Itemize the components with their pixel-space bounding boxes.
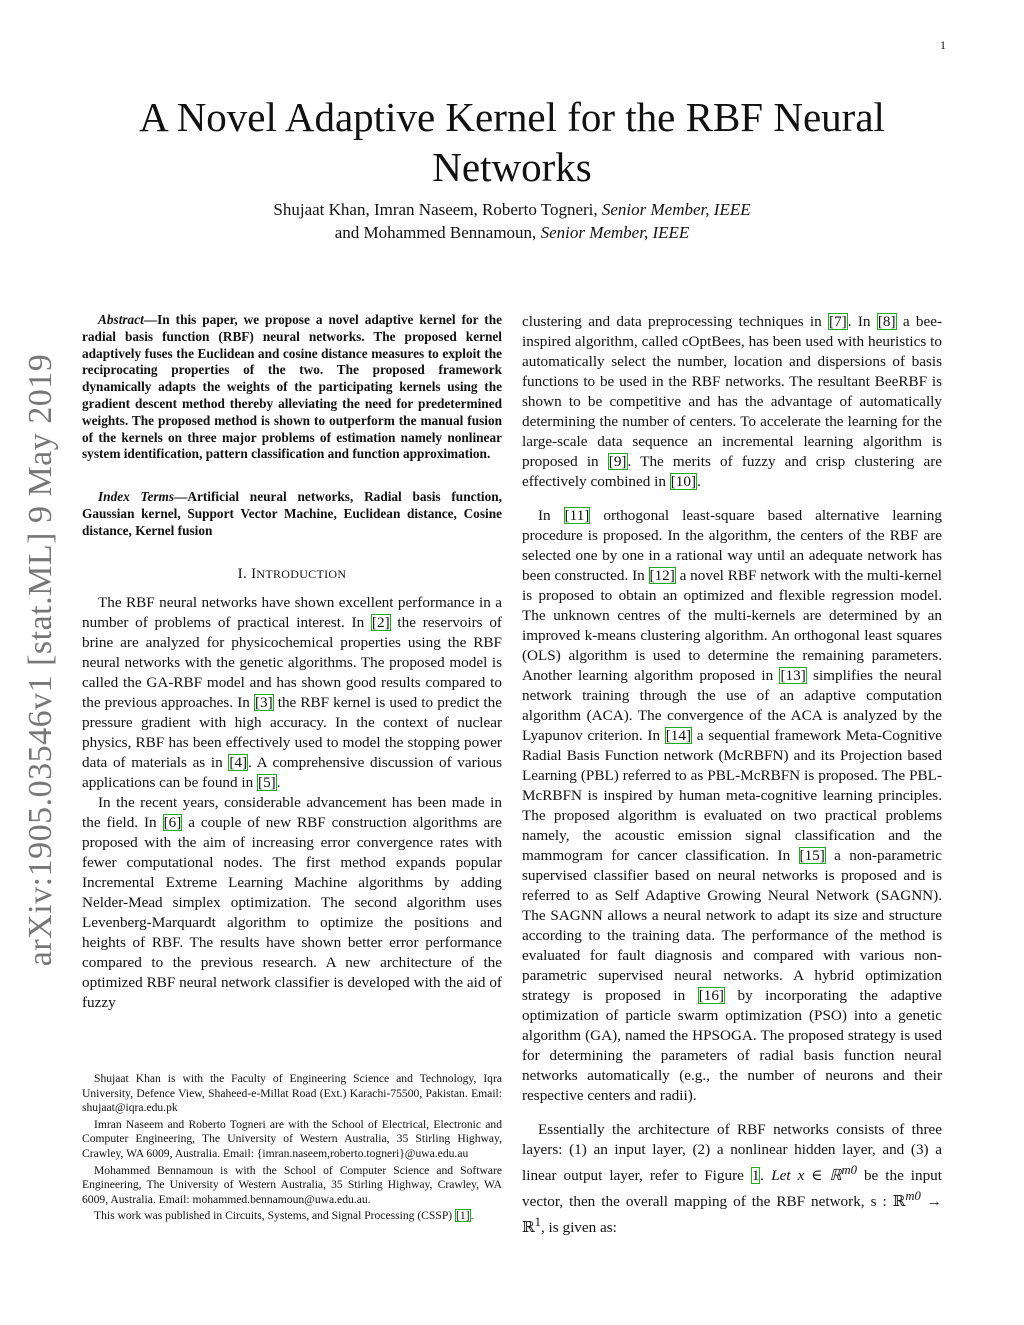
text-run: → ℝ: [522, 1193, 942, 1237]
footnotes: [82, 1072, 502, 1226]
citation-link[interactable]: [2]: [371, 613, 390, 631]
abstract-lead: Abstract: [98, 312, 144, 327]
text-run: simplifies the neural network training through the use of an adaptive computation algorithm (ACA). The convergence of the ACA is analyzed by the Lyapunov criterion. In: [522, 667, 942, 744]
text-run: The RBF neural networks have shown excellent performance in a number of problems of practical interest. In: [82, 593, 502, 631]
footnote-4: [82, 1209, 502, 1224]
intro-paragraph-2: [82, 793, 502, 1013]
citation-link[interactable]: [3]: [254, 693, 273, 711]
footnote-4-text: This work was published in Circuits, Systems, and Signal Processing (CSSP): [94, 1209, 456, 1223]
footnote-4-end: .: [470, 1209, 474, 1223]
figure-link[interactable]: 1: [751, 1167, 760, 1185]
text-run: a bee-inspired algorithm, called cOptBees, has been used with heuristics to automatically select the number, location and dispersions of basis functions to be used in the RBF networks. The resultant BeeRBF is shown to be competitive and has the advantage of automatically determining the number of centers. To accelerate the learning for the large-scale data sequence an incremental learning algorithm is proposed in: [522, 313, 943, 470]
text-run: clustering and data preprocessing techniques in: [522, 313, 829, 330]
page-number: 1: [940, 38, 946, 52]
section-heading-introduction: [82, 566, 502, 583]
right-paragraph-2: [522, 506, 942, 1106]
index-terms-lead: Index Terms: [98, 489, 175, 505]
footnote-3: Mohammed Bennamoun is with the School of Computer Science and Software Engineering, The University of Western Australia, 35 Stirling Highway, Crawley, WA 6009, Australia. Email: mohammed.bennamoun@uwa.edu.au.: [82, 1163, 502, 1206]
citation-link[interactable]: [10]: [670, 473, 697, 490]
index-terms-text: —Artificial neural networks, Radial basis function, Gaussian kernel, Support Vector Machine, Euclidean distance, Cosine distance, Kernel fusion: [82, 489, 502, 538]
citation-link[interactable]: [6]: [163, 813, 182, 831]
index-terms: [82, 489, 502, 539]
math-superscript: m0: [841, 1163, 857, 1177]
section-initial: I: [251, 565, 257, 582]
citation-link[interactable]: [13]: [780, 667, 806, 684]
text-run: , is given as:: [540, 1219, 617, 1237]
section-rest: NTRODUCTION: [256, 566, 347, 581]
citation-link[interactable]: [4]: [229, 753, 248, 771]
text-run: In the recent years, considerable advancement has been made in the field. In: [82, 793, 502, 831]
citation-link[interactable]: [14]: [665, 727, 692, 744]
intro-paragraph-1: [82, 593, 502, 793]
text-run: .: [276, 773, 281, 791]
text-run: Essentially the architecture of RBF networks consists of three layers: (1) an input layer, (2) a nonlinear hidden layer, and (3) a linear output layer, refer to Figure: [522, 1121, 942, 1185]
abstract-text: —In this paper, we propose a novel adaptive kernel for the radial basis function (RBF) neural networks. The proposed kernel adaptively fuses the Euclidean and cosine distance measures to exploit the reciprocating properties of the two. The proposed framework dynamically adapts the weights of the participating kernels using the gradient descent method thereby alleviating the need for predetermined weights. The proposed method is shown to outperform the manual fusion of the kernels on three major problems of estimation namely nonlinear system identification, pattern classification and function approximation.: [82, 312, 502, 462]
section-numeral: I.: [237, 565, 252, 582]
arxiv-stamp: [0, 0, 60, 1325]
text-run: by incorporating the adaptive optimization of particle swarm optimization (PSO) into a genetic algorithm (GA), named the HPSOGA. The proposed strategy is used for determining the parameters of radial basis function neural networks automatically (e.g., the number of neurons and their respective centers and radii).: [522, 987, 942, 1104]
arxiv-stamp-text: arXiv:1905.03546v1 [stat.ML] 9 May 2019: [22, 353, 59, 967]
author-names-1: Shujaat Khan, Imran Naseem, Roberto Togneri,: [273, 200, 602, 219]
citation-link[interactable]: [5]: [258, 773, 276, 791]
text-run: the RBF kernel is used to predict the pressure gradient with high accuracy. In the context of nuclear physics, RBF has been effectively used to model the stopping power data of materials as in: [82, 693, 502, 771]
citation-link[interactable]: [9]: [608, 453, 627, 470]
text-run: . A comprehensive discussion of various applications can be found in: [82, 753, 502, 791]
text-run: the reservoirs of brine are analyzed for physicochemical properties using the RBF neural networks with the genetic algorithms. The proposed model is called the GA-RBF model and has shown good results compared to the previous approaches. In: [82, 613, 502, 711]
author-block: [110, 198, 914, 244]
text-run: a novel RBF network with the multi-kernel is proposed to obtain an optimized and flexible regression model. The unknown centres of the multi-kernels are determined by an improved k-means clustering algorithm. An orthogonal least squares (OLS) algorithm is used to determine the remaining parameters. Another learning algorithm proposed in: [522, 567, 942, 684]
citation-link[interactable]: [15]: [799, 847, 825, 864]
citation-link[interactable]: [1]: [456, 1209, 470, 1223]
math-superscript: m0: [905, 1189, 921, 1204]
right-column: [522, 312, 942, 1238]
text-run: be the input vector, then the overall mapping of the RBF network, s : ℝ: [522, 1167, 942, 1211]
footnote-1: Shujaat Khan is with the Faculty of Engineering Science and Technology, Iqra University, Defence View, Shaheed-e-Millat Road (Ext.) Karachi-75500, Pakistan. Email: shujaat@iqra.edu.pk: [82, 1072, 502, 1115]
author-line-2: [110, 221, 914, 244]
right-paragraph-3: [522, 1120, 942, 1238]
text-run: a couple of new RBF construction algorithms are proposed with the aim of increasing error convergence rates with fewer computational nodes. The first method expands popular Incremental Extreme Learning Machine algorithms by adding Nelder-Mead simplex optimization. The second algorithm uses Levenberg-Marquardt algorithm to optimize the positions and heights of RBF. The results have shown better error performance compared to the previous research. A new architecture of the optimized RBF neural network classifier is developed with the aid of fuzzy: [82, 813, 502, 1011]
text-run: a sequential framework Meta-Cognitive Radial Basis Function network (McRBFN) and its Projection based Learning (PBL) referred to as PBL-McRBFN is proposed. The PBL-McRBFN is inspired by human meta-cognitive learning principles. The proposed algorithm is evaluated on two practical problems namely, the acoustic emission signal classification and the mammogram for cancer classification. In: [522, 727, 942, 864]
text-run: In: [538, 507, 564, 524]
abstract: [82, 312, 502, 463]
citation-link[interactable]: [7]: [829, 313, 847, 330]
text-run: orthogonal least-square based alternative learning procedure is proposed. In the algorithm, the centers of the RBF are selected one by one in a rational way until an adequate network has been constructed. In: [522, 507, 942, 584]
right-paragraph-1: [522, 312, 942, 492]
citation-link[interactable]: [16]: [698, 987, 724, 1004]
left-column: [82, 312, 502, 1013]
footnote-2: Imran Naseem and Roberto Togneri are with the School of Electrical, Electronic and Computer Engineering, The University of Western Australia, 35 Stirling Highway, Crawley, WA 6009, Australia. Email: {imran.naseem,roberto.togneri}@uwa.edu.au: [82, 1117, 502, 1160]
text-run: .: [697, 473, 701, 490]
text-run: . In: [847, 313, 877, 330]
text-run: a non-parametric supervised classifier based on neural networks is proposed and is referred to as Self Adaptive Growing Neural Network (SAGNN). The SAGNN allows a neural network to adapt its size and structure according to the training data. The performance of the method is evaluated for fault diagnosis and compared with various non-parametric supervised neural networks. A hybrid optimization strategy is proposed in: [522, 847, 942, 1004]
math-inline: . Let x ∈ ℝ: [760, 1167, 842, 1185]
citation-link[interactable]: [11]: [564, 507, 590, 524]
author-role-1: Senior Member, IEEE: [601, 200, 751, 219]
text-run: . The merits of fuzzy and crisp clustering are effectively combined in: [522, 453, 942, 490]
author-role-2: Senior Member, IEEE: [540, 223, 690, 242]
math-superscript: 1: [534, 1215, 541, 1230]
paper-title: A Novel Adaptive Kernel for the RBF Neural Networks: [139, 94, 885, 190]
citation-link[interactable]: [8]: [877, 313, 896, 330]
citation-link[interactable]: [12]: [649, 567, 675, 584]
author-line-1: [110, 198, 914, 221]
author-names-2: and Mohammed Bennamoun,: [334, 223, 541, 242]
